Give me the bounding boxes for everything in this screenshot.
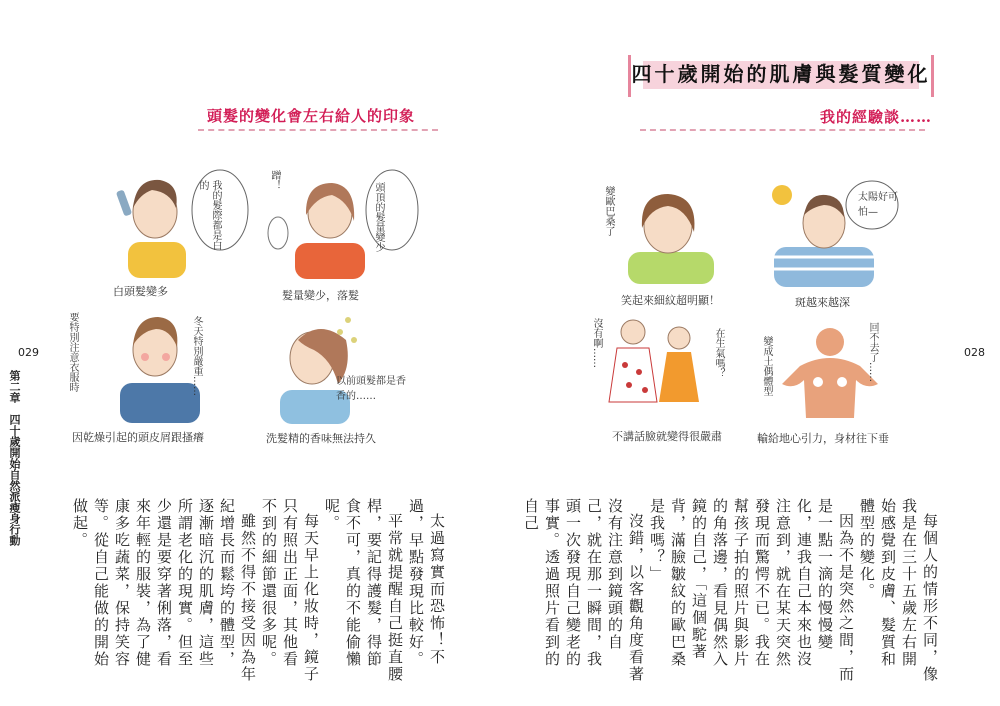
shampoo-scent-illustration: [270, 310, 440, 425]
left-page-number: 029: [18, 346, 39, 359]
right-page-number: 028: [964, 346, 985, 359]
shampoo-bubble: 以前頭髮都是香香的……: [336, 376, 406, 402]
kid-face-shape: [668, 327, 690, 349]
dot-shape-4: [642, 387, 648, 393]
orange-dress-shape: [659, 352, 699, 402]
right-section-title: 我的經驗談……: [820, 108, 933, 126]
left-title-underline: [198, 129, 438, 131]
gravity-note: 變成土偶體型: [761, 336, 772, 396]
smile-lines-illustration: [600, 180, 730, 285]
left-body-text: [62, 498, 447, 683]
smile-note: 變歐巴桑了: [603, 186, 614, 236]
comb-shape: [116, 189, 132, 216]
itchy-scalp-illustration: [100, 305, 260, 425]
thinning-hair-illustration: [260, 165, 420, 280]
flower-shape: [345, 317, 351, 323]
left-section-title: 頭髮的變化會左右給人的印象: [207, 107, 416, 125]
shirt-shape: [628, 252, 714, 284]
spots-caption: 斑越來越深: [795, 296, 850, 309]
left-paragraph-4: 雖然不得不接受因為年紀增長而鬆垮的體型，逐漸暗沉的肌膚，這些所謂老化的現實。但至少還是要穿著俐落，看來年輕的服裝，為了健康多吃蔬菜，保持笑容等。從自己能做的開始做起。: [71, 498, 257, 683]
left-paragraph-1: 太過寫實而恐怖！不過，早點發現比較好。: [407, 498, 446, 668]
dot-shape: [622, 362, 628, 368]
mirror-left-bubble: 沒有啊……: [591, 318, 602, 368]
polka-dress-shape: [609, 348, 657, 402]
main-title: 四十歲開始的肌膚與髮質變化: [631, 62, 931, 86]
mirror-caption: 不講話臉就變得很嚴肅: [612, 430, 722, 443]
dot-shape-3: [626, 382, 632, 388]
gray-hair-illustration: [100, 160, 250, 280]
doll-eye-shape-2: [837, 377, 847, 387]
doll-body-shape: [782, 358, 878, 418]
mirror-right-bubble: 在生氣嗎？: [713, 328, 724, 378]
flower-shape-2: [337, 329, 343, 335]
right-paragraph-2: 因為不是突然之間，而是一點一滴的慢慢變化，連我自己本來也沒注意到，就在某天突然發現而驚愕不已。我在幫孩子拍的照片與影片的角落邊，看見偶然入鏡的自己，「這個駝著背，滿臉皺紋的歐巴桑是我嗎？」: [648, 498, 855, 683]
girl-face-shape: [621, 320, 645, 344]
sun-icon: [772, 185, 792, 205]
doll-eye-shape: [813, 377, 823, 387]
smile-caption: 笑起來細紋超明顯！: [621, 294, 720, 307]
gray-hair-bubble: 我的髮際都是白的: [197, 180, 221, 250]
thinning-sound: 蹭！: [269, 170, 280, 190]
cheek-shape: [141, 353, 149, 361]
shirt-shape: [774, 247, 874, 287]
cheek-shape-right: [162, 353, 170, 361]
right-title-underline: [640, 129, 925, 131]
spots-bubble: 太陽好可怕—: [858, 192, 898, 218]
thinning-caption: 髮量變少，落髮: [282, 289, 359, 302]
shirt-shape: [128, 242, 186, 278]
itchy-bubble: 冬天特別嚴重……: [191, 316, 202, 396]
gravity-caption: 輸給地心引力，身材往下垂: [757, 432, 889, 445]
itchy-caption: 因乾燥引起的頭皮屑跟搔癢: [72, 431, 204, 444]
right-paragraph-1: 每個人的情形不同，像我是在三十五歲左右開始感覺到皮膚、髮質和體型的變化。: [858, 498, 939, 683]
mirror-shape: [268, 217, 288, 249]
right-body-text: [522, 498, 940, 683]
itchy-note: 要特別注意衣服時: [67, 312, 78, 392]
main-title-frame: [628, 55, 934, 97]
chapter-tag: 第二章 四十歲開始自然派瘦身行動: [8, 370, 21, 546]
shirt-shape: [295, 243, 365, 279]
clay-doll-illustration: [770, 320, 900, 425]
flower-shape-3: [351, 337, 357, 343]
dot-shape-2: [636, 369, 642, 375]
doll-head-shape: [816, 328, 844, 356]
gray-hair-caption: 白頭髮變多: [113, 285, 168, 298]
right-paragraph-3: 沒錯，以客觀角度看著沒有注意到鏡頭的自己，就在那一瞬間，我頭一次發現自己變老的事實。透過照片看到的自己: [522, 498, 645, 683]
shirt-shape: [120, 383, 200, 423]
shampoo-caption: 洗髮精的香味無法持久: [266, 432, 376, 445]
thinning-bubble: 頭頂的髮量變少: [373, 182, 384, 252]
left-paragraph-2: 平常就提醒自己挺直腰桿，要記得護髮，得節食不可，真的不能偷懶呢。: [323, 498, 404, 683]
left-paragraph-3: 每天早上化妝時，鏡子只有照出正面，其他看不到的細節還很多呢。: [260, 498, 320, 683]
gravity-bubble: 回不去了……: [867, 322, 878, 382]
